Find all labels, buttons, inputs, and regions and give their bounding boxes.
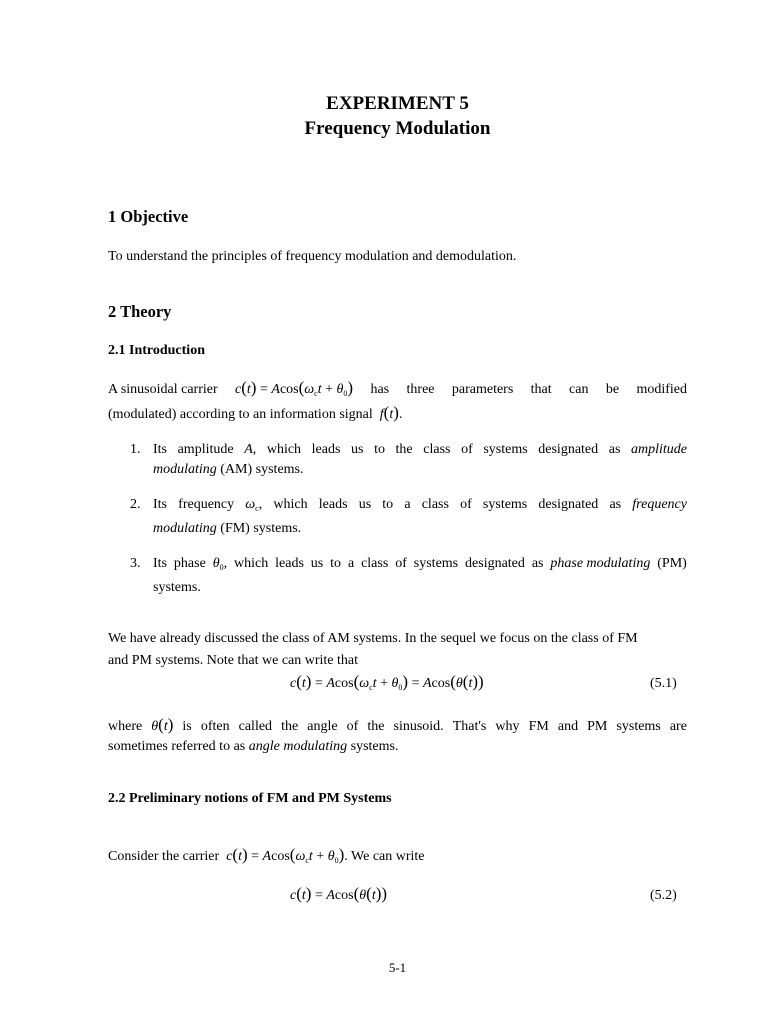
list-item-1-line-2: modulating (AM) systems. — [153, 462, 304, 477]
list-number-1: 1. — [130, 442, 141, 457]
carrier-equation-inline: $c(t) = Acos(\omega_ct + \theta_0)$ — [235, 378, 354, 398]
list-item-3-line-2: systems. — [153, 580, 201, 595]
section-heading-theory: 2 Theory — [108, 302, 172, 321]
equation-number-5-1: (5.1) — [650, 676, 677, 691]
list-item-1-line-1: Its amplitude A, which leads us to the class of systems designated as amplitude — [153, 442, 687, 457]
subsection-heading-preliminary: 2.2 Preliminary notions of FM and PM Systems — [108, 791, 392, 806]
consider-line: Consider the carrier $c(t) = Acos(\omega_ct + \theta_0)$. We can write — [108, 845, 425, 865]
document-title: Frequency Modulation — [304, 118, 491, 139]
page-number: 5-1 — [388, 960, 407, 975]
list-item-2-line-1: Its frequency $\omega_c$, which leads us to a class of systems designated as frequency — [153, 497, 687, 513]
experiment-number: EXPERIMENT 5 — [326, 93, 469, 114]
list-number-3: 3. — [130, 556, 141, 571]
objective-text: To understand the principles of frequency modulation and demodulation. — [108, 249, 517, 264]
list-number-2: 2. — [130, 497, 141, 512]
signal-symbol: f(t) — [379, 403, 399, 422]
list-item-2-line-2: modulating (FM) systems. — [153, 521, 302, 536]
angle-line-1: where θ(t) is often called the angle of the sinusoid. That's why FM and PM systems are — [108, 715, 687, 734]
list-item-3-line-1: Its phase $\theta_0$, which leads us to a class of systems designated as phase modulating (PM) — [153, 556, 687, 572]
discussion-line-1: We have already discussed the class of AM systems. In the sequel we focus on the class of FM — [108, 631, 638, 646]
angle-line-2: sometimes referred to as angle modulating systems. — [108, 739, 399, 754]
equation-number-5-2: (5.2) — [650, 888, 677, 903]
section-heading-objective: 1 Objective — [108, 207, 189, 226]
equation-5-1: $c(t) = Acos(\omega_ct + \theta_0) = Acos(\theta(t))$ — [290, 672, 484, 692]
intro-line-1: A sinusoidal carrier $c(t) = Acos(\omega_ct + \theta_0)$ has three parameters that can be modified — [108, 376, 687, 405]
subsection-heading-introduction: 2.1 Introduction — [108, 343, 205, 358]
equation-5-2: c(t) = Acos(θ(t)) — [290, 884, 388, 903]
intro-text: A sinusoidal carrier — [108, 382, 218, 397]
discussion-line-2: and PM systems. Note that we can write that — [108, 653, 359, 668]
intro-line-2: (modulated) according to an information signal f(t). — [108, 403, 403, 422]
